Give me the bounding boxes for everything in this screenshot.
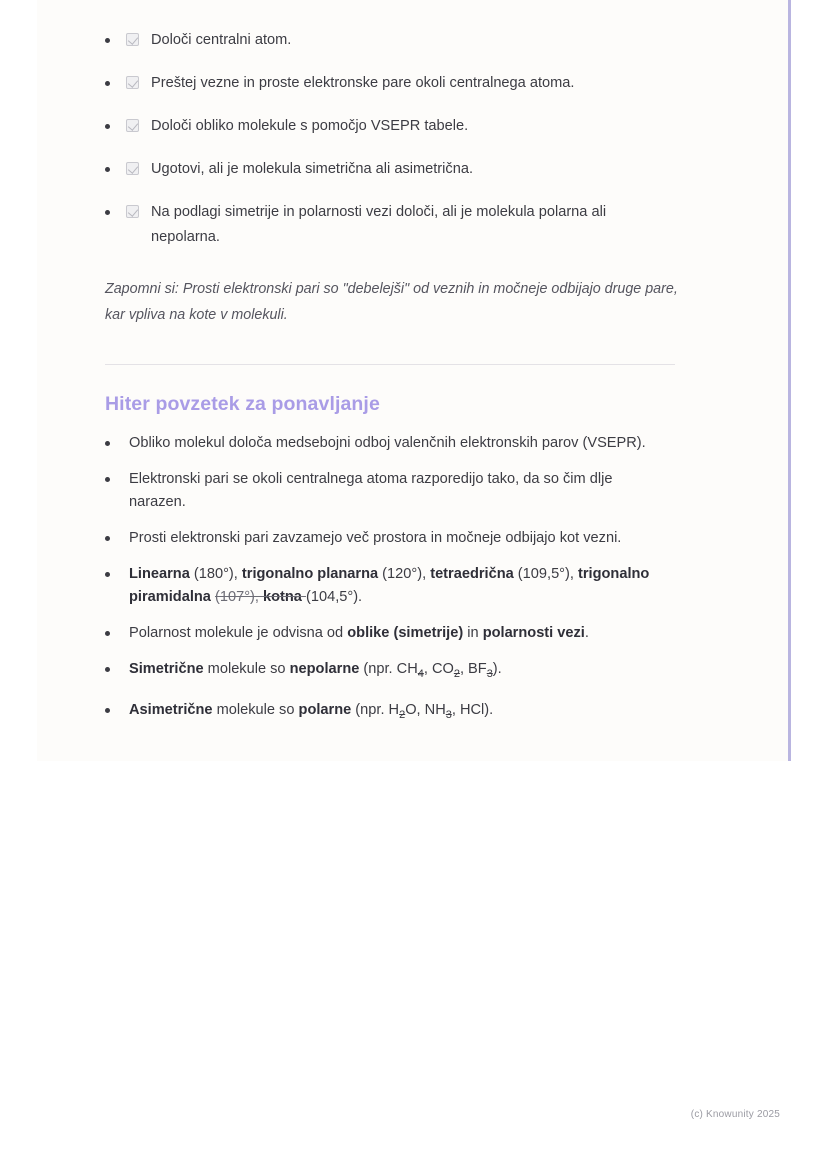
summary-list xyxy=(105,432,718,727)
bullet-icon xyxy=(105,527,119,550)
summary-item-polarity: Polarnost molekule je odvisna od oblike (simetrije) in polarnosti vezi. xyxy=(129,625,589,641)
summary-item-label: Elektronski pari se okoli centralnega atoma razporedijo tako, da so čim dlje narazen. xyxy=(129,471,613,510)
procedure-checklist xyxy=(105,28,718,250)
checklist-item-label: Določi centralni atom. xyxy=(151,32,292,48)
bullet-icon xyxy=(105,114,119,138)
list-item xyxy=(105,699,718,727)
footer-credit: (c) Knowunity 2025 xyxy=(690,1109,780,1120)
list-item xyxy=(105,28,718,53)
list-item xyxy=(105,468,718,514)
list-item xyxy=(105,563,718,609)
summary-item-shapes: Linearna (180°), trigonalno planarna (120°), tetraedrična (109,5°), trigonalno piramidalna (107°), kotna (104,5°). xyxy=(129,566,650,605)
document-page-card xyxy=(37,0,791,761)
checkbox-checked-icon[interactable] xyxy=(126,205,139,218)
checkbox-checked-icon[interactable] xyxy=(126,76,139,89)
bullet-icon xyxy=(105,157,119,181)
bullet-icon xyxy=(105,563,119,586)
list-item xyxy=(105,658,718,686)
remember-note: Zapomni si: Prosti elektronski pari so "debelejši" od veznih in močneje odbijajo druge pare, kar vpliva na kote v molekuli. xyxy=(105,281,678,323)
list-item xyxy=(105,200,718,250)
list-item xyxy=(105,527,718,550)
section-divider xyxy=(105,364,675,365)
bullet-icon xyxy=(105,622,119,645)
checkbox-checked-icon[interactable] xyxy=(126,162,139,175)
page-title: Hiter povzetek za ponavljanje xyxy=(105,393,380,415)
bullet-icon xyxy=(105,28,119,52)
list-item xyxy=(105,71,718,96)
bullet-icon xyxy=(105,200,119,224)
bullet-icon xyxy=(105,468,119,491)
checkbox-checked-icon[interactable] xyxy=(126,33,139,46)
list-item xyxy=(105,114,718,139)
summary-item-symmetric: Simetrične molekule so nepolarne (npr. $CH_4$, $CO_2$, $BF_3$). xyxy=(129,661,502,680)
checklist-item-label: Na podlagi simetrije in polarnosti vezi določi, ali je molekula polarna ali nepolarna. xyxy=(151,204,607,245)
list-item xyxy=(105,432,718,455)
bullet-icon xyxy=(105,658,119,681)
list-item xyxy=(105,157,718,182)
checklist-item-label: Določi obliko molekule s pomočjo VSEPR tabele. xyxy=(151,118,469,134)
bullet-icon xyxy=(105,432,119,455)
checklist-item-label: Preštej vezne in proste elektronske pare okoli centralnega atoma. xyxy=(151,75,575,91)
checkbox-checked-icon[interactable] xyxy=(126,119,139,132)
bullet-icon xyxy=(105,699,119,722)
bullet-icon xyxy=(105,71,119,95)
summary-item-label: Prosti elektronski pari zavzamejo več prostora in močneje odbijajo kot vezni. xyxy=(129,530,622,546)
summary-item-label: Obliko molekul določa medsebojni odboj valenčnih elektronskih parov (VSEPR). xyxy=(129,435,646,451)
list-item xyxy=(105,622,718,645)
summary-item-asymmetric: Asimetrične molekule so polarne (npr. $H_2O$, $NH_3$, HCl). xyxy=(129,701,494,721)
checklist-item-label: Ugotovi, ali je molekula simetrična ali asimetrična. xyxy=(151,161,473,177)
